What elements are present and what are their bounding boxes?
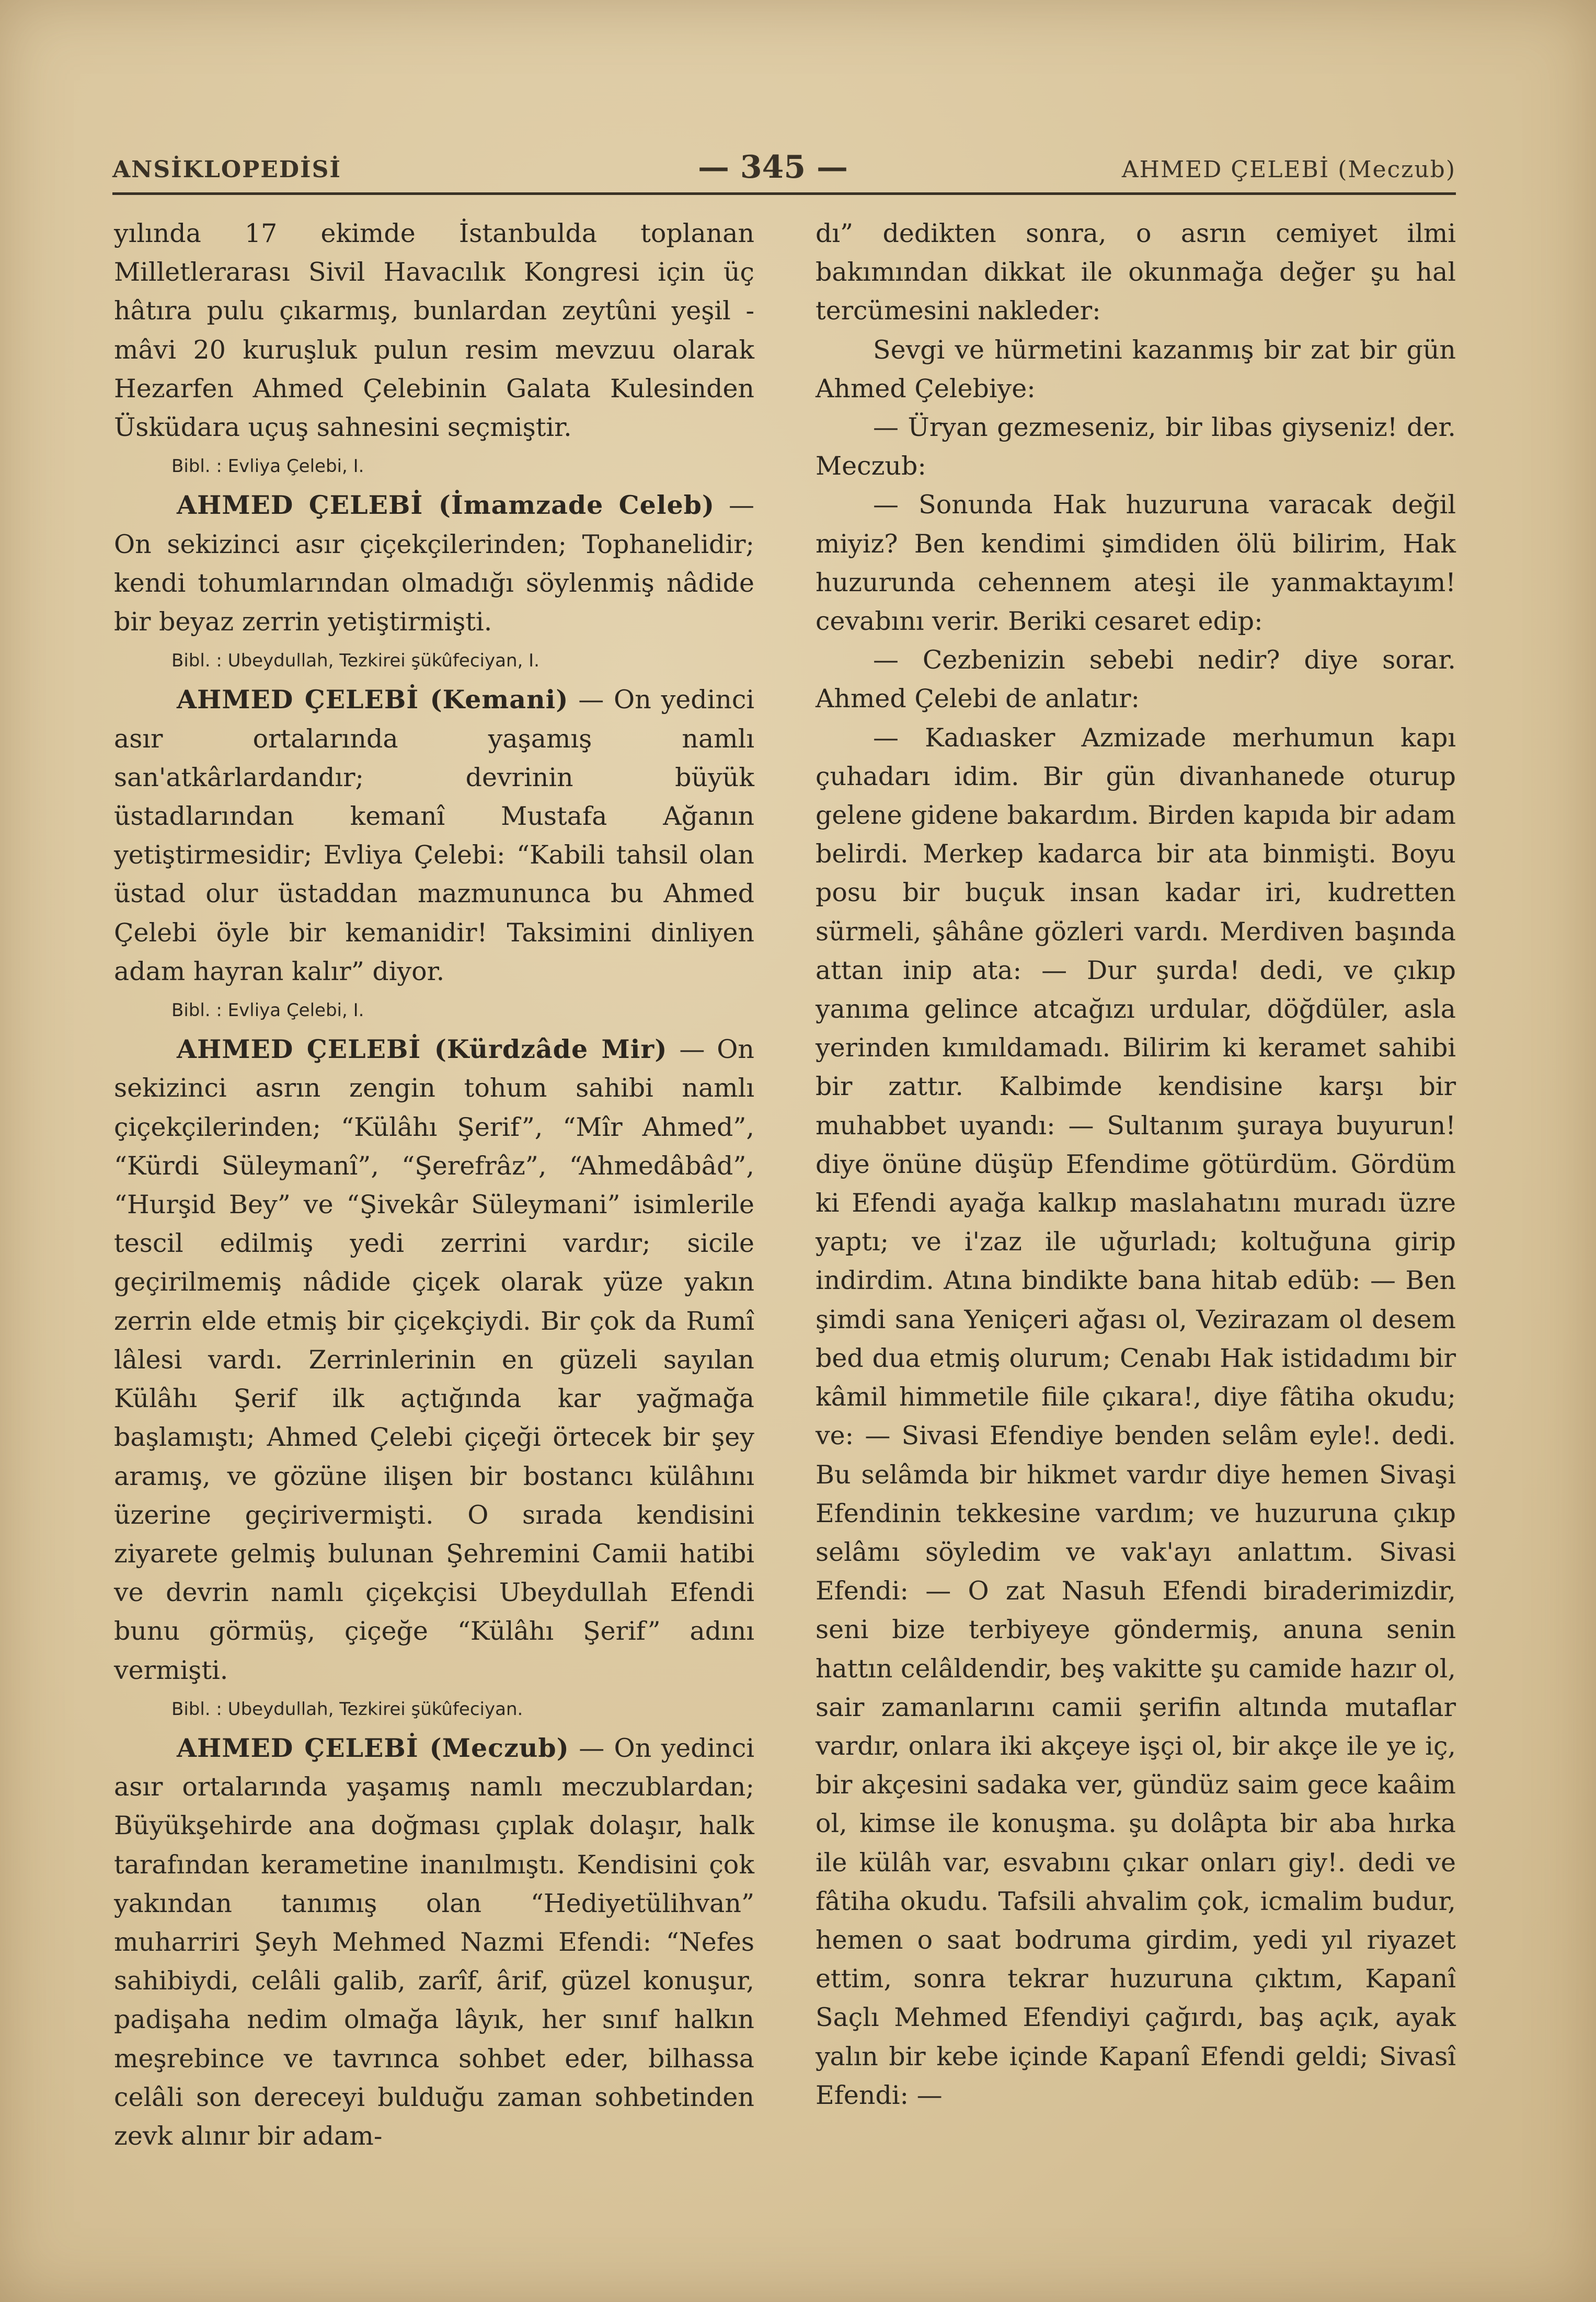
page-number: — 345 — [698,149,848,186]
entry-headword: AHMED ÇELEBİ (Kürdzâde Mir) [177,1034,668,1065]
body-paragraph: — Sonunda Hak huzuruna varacak değil miyiz? Ben kendimi şimdiden ölü bilirim, Hak huzurunda cehennem ateşi ile yanmaktayım! cevabını verir. Beriki cesaret edip: [816,490,1456,637]
body-paragraph: dı” dedikten sonra, o asrın cemiyet ilmi bakımından dikkat ile okunmağa değer şu hal tercümesini nakleder: [816,218,1456,326]
encyclopedia-entry [114,680,754,991]
entry-body: — On sekizinci asrın zengin tohum sahibi namlı çiçekçilerinden; “Külâhı Şerif”, “Mîr Ahmed”, “Kürdi Süleymanî”, “Şerefrâz”, “Ahmedâbâd”, “Hurşid Bey” ve “Şivekâr Süleymani” isimlerile tescil edilmiş yedi zerrini vardır; sicile geçirilmemiş nâdide çiçek olarak yüze yakın zerrin elde etmiş bir çiçekçiydi. Bir çok da Rumî lâlesi vardı. Zerrinlerinin en güzeli sayılan Külâhı Şerif ilk açtığında kar yağmağa başlamıştı; Ahmed Çelebi çiçeği örtecek bir şey aramış, ve gözüne ilişen bir bostancı külâhını üzerine geçirivermişti. O sırada kendisini ziyarete gelmiş bulunan Şehremini Camii hatibi ve devrin namlı çiçekçisi Ubeydullah Efendi bunu görmüş, çiçeğe “Külâhı Şerif” adını vermişti. [114,1034,754,1685]
right-column [816,214,1456,2115]
header-left-title: ANSİKLOPEDİSİ [112,156,341,183]
body-paragraph: — Üryan gezmeseniz, bir libas giyseniz! der. Meczub: [816,412,1456,481]
body-paragraph: — Kadıasker Azmizade merhumun kapı çuhadarı idim. Bir gün divanhanede oturup gelene gidene bakardım. Birden kapıda bir adam belirdi. Merkep kadarca bir ata binmişti. Boyu posu bir buçuk insan kadar iri, kudretten sürmeli, şâhâne gözleri vardı. Merdiven başında attan inip ata: — Dur şurda! dedi, ve çıkıp yanıma gelince atcağızı urdular, döğdüler, asla yerinden kımıldamadı. Bilirim ki keramet sahibi bir zattır. Kalbimde kendisine karşı bir muhabbet uyandı: — Sultanım şuraya buyurun! diye önüne düşüp Efendime götürdüm. Gördüm ki Efendi ayağa kalkıp maslahatını muradı üzre yaptı; ve i'zaz ile uğurladı; koltuğuna girip indirdim. Atına bindikte bana hitab edüb: — Ben şimdi sana Yeniçeri ağası ol, Vezirazam ol desem bed dua etmiş olurum; Cenabı Hak istidadımı bir kâmil himmetile fiile çıkara!, diye fâtiha okudu; ve: — Sivasi Efendiye benden selâm eyle!. dedi. Bu selâmda bir hikmet vardır diye hemen Sivaşi Efendinin tekkesine vardım; ve huzuruna çıkıp selâmı söyledim ve vak'ayı anlattım. Sivasi Efendi: — O zat Nasuh Efendi biraderimizdir, seni bize terbiyeye göndermiş, anuna senin hattın celâldendir, beş vakitte şu camide hazır ol, sair zamanlarını camii şerifin altında mutaflar vardır, onlara iki akçeye işçi ol, bir akçe ile ye iç, bir akçesini sadaka ver, gündüz saim gece kaâim ol, kimse ile konuşma. şu dolâpta bir aba hırka ile külâh var, esvabını çıkar onları giy!. dedi ve fâtiha okudu. Tafsili ahvalim çok, icmalim budur, hemen o saat bodruma girdim, yedi yıl riyazet ettim, sonra tekrar huzuruna çıktım, Kapanî Saçlı Mehmed Efendiyi çağırdı, baş açık, ayak yalın bir kebe içinde Kapanî Efendi geldi; Sivasî Efendi: — [816,722,1456,2110]
entry-body: — On sekizinci asır çiçekçilerinden; Tophanelidir; kendi tohumlarından olmadığı söylenmiş nâdide bir beyaz zerrin yetiştirmişti. [114,490,755,637]
entry-headword: AHMED ÇELEBİ (Kemani) [177,684,569,715]
bibliography-line: Bibl. : Evliya Çelebi, I. [171,456,364,477]
body-paragraph: Sevgi ve hürmetini kazanmış bir zat bir gün Ahmed Çelebiye: [816,335,1456,404]
left-column [114,214,754,2156]
entry-headword: AHMED ÇELEBİ (İmamzade Celeb) [177,490,715,521]
bibliography-line: Bibl. : Evliya Çelebi, I. [171,1000,364,1021]
header-right-title: AHMED ÇELEBİ (Meczub) [1121,156,1456,183]
bibliography-line: Bibl. : Ubeydullah, Tezkirei şükûfeciyan. [171,1698,523,1720]
bibliography-line: Bibl. : Ubeydullah, Tezkirei şükûfeciyan, I. [171,650,539,672]
entry-body: — On yedinci asır ortalarında yaşamış namlı meczublardan; Büyükşehirde ana doğması çıplak dolaşır, halk tarafından kerametine inanılmıştı. Kendisini çok yakından tanımış olan “Hediyetülihvan” muharriri Şeyh Mehmed Nazmi Efendi: “Nefes sahibiydi, celâli galib, zarîf, ârif, güzel konuşur, padişaha nedim olmağa lâyık, her sınıf halkın meşrebince ve tavrınca sohbet eder, bilhassa celâli son dereceyi bulduğu zaman sohbetinden zevk alınır bir adam- [114,1733,754,2151]
entry-headword: AHMED ÇELEBİ (Meczub) [177,1732,569,1763]
body-paragraph: yılında 17 ekimde İstanbulda toplanan Milletlerarası Sivil Havacılık Kongresi için üç hâtıra pulu çıkarmış, bunlardan zeytûni yeşil - mâvi 20 kuruşluk pulun resim mevzuu olarak Hezarfen Ahmed Çelebinin Galata Kulesinden Üsküdara uçuş sahnesini seçmiştir. [114,218,754,443]
encyclopedia-entry [114,1729,754,2156]
page-header [112,149,1456,191]
header-rule [112,192,1456,195]
encyclopedia-entry [114,486,754,641]
body-paragraph: — Cezbenizin sebebi nedir? diye sorar. Ahmed Çelebi de anlatır: [816,645,1456,714]
entry-body: — On yedinci asır ortalarında yaşamış namlı san'atkârlardandır; devrinin büyük üstadlarından kemanî Mustafa Ağanın yetiştirmesidir; Evliya Çelebi: “Kabili tahsil olan üstad olur üstaddan mazmununca bu Ahmed Çelebi öyle bir kemanidir! Taksimini dinliyen adam hayran kalır” diyor. [114,685,754,986]
encyclopedia-entry [114,1030,754,1689]
